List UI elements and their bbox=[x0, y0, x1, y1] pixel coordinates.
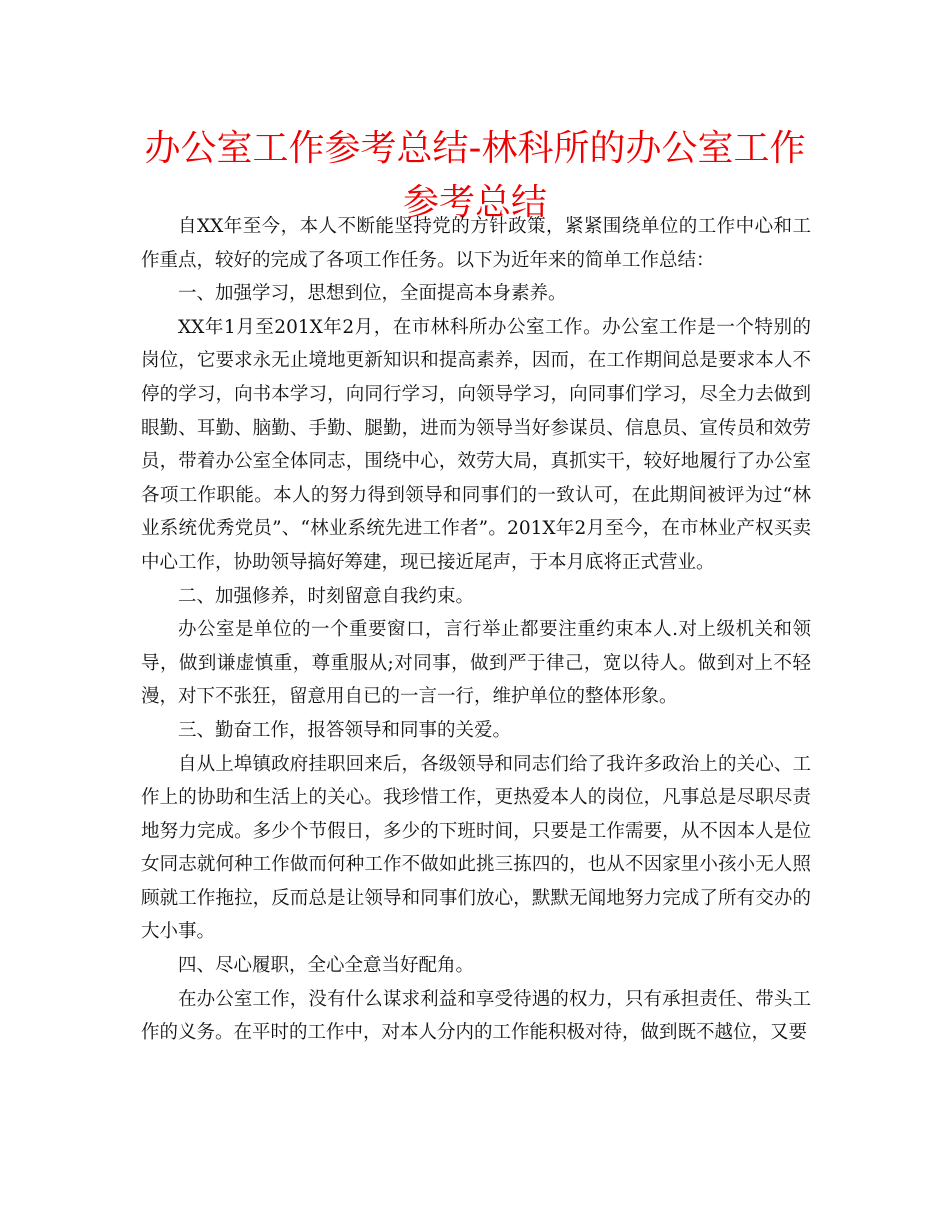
section-heading-3: 三、勤奋工作，报答领导和同事的关爱。 bbox=[178, 719, 512, 741]
section-heading-4: 四、尽心履职，全心全意当好配角。 bbox=[178, 955, 475, 977]
paragraph-section-3: 自从上埠镇政府挂职回来后，各级领导和同志们给了我许多政治上的关心、工作上的协助和生活上的关心。我珍惜工作，更热爱本人的岗位，凡事总是尽职尽责地努力完成。多少个节假日，多少的下班时间，只要是工作需要，从不因本人是位女同志就何种工作做而何种工作不做如此挑三拣四的，也从不因家里小孩小无人照顾就工作拖拉，反而总是让领导和同事们放心，默默无闻地努力完成了所有交办的大小事。 bbox=[141, 753, 811, 943]
paragraph-section-4: 在办公室工作，没有什么谋求利益和享受待遇的权力，只有承担责任、带头工作的义务。在平时的工作中，对本人分内的工作能积极对待，做到既不越位，又要 bbox=[141, 988, 811, 1044]
paragraph-intro: 自XX年至今，本人不断能坚持党的方针政策，紧紧围绕单位的工作中心和工作重点，较好的完成了各项工作任务。以下为近年来的简单工作总结： bbox=[141, 216, 811, 271]
section-heading-1: 一、加强学习，思想到位，全面提高本身素养。 bbox=[178, 283, 567, 305]
paragraph-section-1: XX年1月至201X年2月，在市林科所办公室工作。办公室工作是一个特别的岗位，它要求永无止境地更新知识和提高素养，因而，在工作期间总是要求本人不停的学习，向书本学习，向同行学习，向领导学习，向同事们学习，尽全力去做到眼勤、耳勤、脑勤、手勤、腿勤，进而为领导当好参谋员、信息员、宣传员和效劳员，带着办公室全体同志，围绕中心，效劳大局，真抓实干，较好地履行了办公室各项工作职能。本人的努力得到领导和同事们的一致认可，在此期间被评为过“林业系统优秀党员”、“林业系统先进工作者”。201X年2月至今，在市林业产权买卖中心工作，协助领导搞好筹建，现已接近尾声，于本月底将正式营业。 bbox=[141, 316, 811, 573]
document-title: 办公室工作参考总结-林科所的办公室工作参考总结 bbox=[144, 128, 806, 223]
paragraph-section-2: 办公室是单位的一个重要窗口，言行举止都要注重约束本人.对上级机关和领导，做到谦虚慎重，尊重服从;对同事，做到严于律己，宽以待人。做到对上不轻漫，对下不张狂，留意用自已的一言一行，维护单位的整体形象。 bbox=[141, 619, 811, 708]
section-heading-2: 二、加强修养，时刻留意自我约束。 bbox=[178, 585, 475, 607]
document-body bbox=[141, 210, 811, 1050]
